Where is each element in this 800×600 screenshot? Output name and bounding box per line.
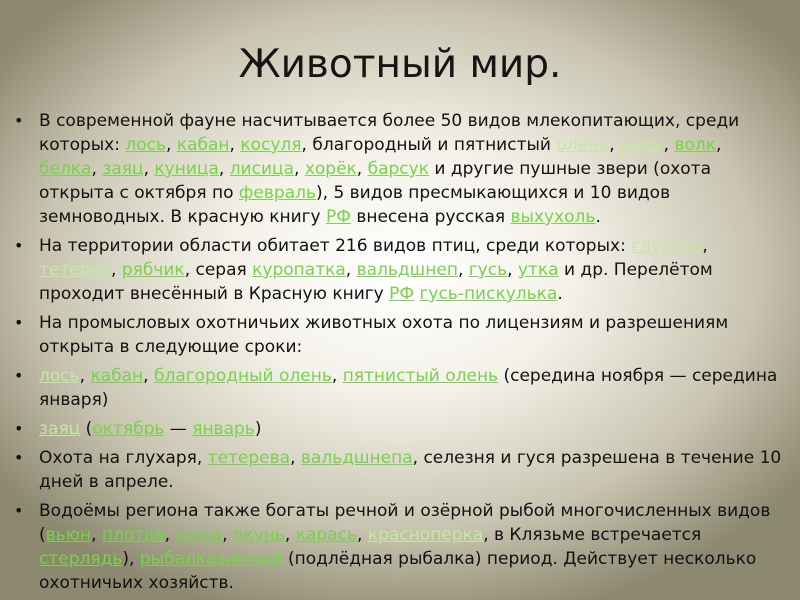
wiki-link[interactable]: вальдшнеп <box>356 260 458 280</box>
wiki-link[interactable]: куница <box>154 159 219 179</box>
text-run: Водоёмы региона также богаты речной и озёрной рыбой многочисленных видов ( <box>39 501 771 545</box>
text-run: ), <box>122 549 140 569</box>
bullet-item <box>14 234 782 306</box>
wiki-link[interactable]: гусь-пискулька <box>419 284 558 304</box>
text-run: , <box>164 525 176 545</box>
text-run: , <box>457 260 469 280</box>
text-run: На территории области обитает 216 видов птиц, среди которых: <box>39 236 632 256</box>
bullet-icon: • <box>14 419 24 438</box>
wiki-link[interactable]: глухарь <box>631 236 703 256</box>
text-run: , <box>229 135 241 155</box>
wiki-link[interactable]: рябчик <box>121 260 185 280</box>
wiki-link[interactable]: январь <box>192 419 255 439</box>
wiki-link[interactable]: карась <box>295 525 357 545</box>
text-run: — <box>164 419 193 439</box>
text-run: , <box>663 135 675 155</box>
wiki-link[interactable]: лисица <box>229 159 294 179</box>
wiki-link[interactable]: утка <box>517 260 559 280</box>
wiki-link[interactable]: кабан <box>176 135 230 155</box>
wiki-link[interactable]: волк <box>674 135 716 155</box>
text-run: , <box>91 159 103 179</box>
wiki-link[interactable]: щука <box>175 525 223 545</box>
wiki-link[interactable]: благородный олень <box>153 366 332 386</box>
wiki-link[interactable]: лось <box>125 135 167 155</box>
wiki-link[interactable]: РФ <box>389 284 415 304</box>
wiki-link[interactable]: хорёк <box>304 159 357 179</box>
wiki-link[interactable]: барсук <box>367 159 429 179</box>
text-run: , селезня и гуся разрешена в течение 10 дней в апреле. <box>39 448 782 492</box>
text-run: (середина ноября — середина января) <box>39 366 778 410</box>
wiki-link[interactable]: рыбалказимний <box>139 549 283 569</box>
bullet-item <box>14 499 782 595</box>
text-run: В современной фауне насчитывается более 50 видов млекопитающих, среди которых: <box>39 111 740 155</box>
text-run: и др. Перелётом проходит внесённый в Красную книгу <box>39 260 713 304</box>
wiki-link[interactable]: красноперка <box>367 525 484 545</box>
wiki-link[interactable]: олень <box>556 135 610 155</box>
text-run: , <box>357 525 368 545</box>
wiki-link[interactable]: заяц <box>102 159 144 179</box>
wiki-link[interactable]: заяц <box>39 419 81 439</box>
wiki-link[interactable]: пятнистый олень <box>342 366 499 386</box>
text-run: , <box>218 159 230 179</box>
text-run: , <box>91 525 102 545</box>
wiki-link[interactable]: белка <box>39 159 92 179</box>
text-run: , <box>507 260 518 280</box>
text-run: Охота на глухаря, <box>39 448 208 468</box>
wiki-link[interactable]: февраль <box>238 183 316 203</box>
text-run: и другие пушные звери (охота открыта с октября по <box>39 159 711 203</box>
text-run: (подлёдная рыбалка) период. Действует несколько охотничьих хозяйств. <box>39 549 757 593</box>
bullet-item <box>14 417 782 441</box>
wiki-link[interactable]: гусь <box>468 260 508 280</box>
wiki-link[interactable]: тетерев <box>39 260 111 280</box>
wiki-link[interactable]: РФ <box>326 207 351 227</box>
text-run: , <box>222 525 234 545</box>
wiki-link[interactable]: выхухоль <box>510 207 596 227</box>
text-run: , <box>143 159 155 179</box>
text-run: . <box>595 207 601 227</box>
bullet-list <box>14 109 782 600</box>
text-run: , <box>166 135 177 155</box>
text-run: ), 5 видов пресмыкающихся и 10 видов земноводных. В красную книгу <box>39 183 671 227</box>
bullet-icon: • <box>14 448 24 467</box>
text-run: , <box>79 366 91 386</box>
text-run: , <box>111 260 122 280</box>
text-run: ( <box>80 419 93 439</box>
bullet-item <box>14 446 782 494</box>
bullet-icon: • <box>14 501 24 520</box>
text-run: , <box>331 366 343 386</box>
text-run: ) <box>254 419 262 439</box>
text-run: внесена русская <box>350 207 511 227</box>
bullet-icon: • <box>14 236 24 255</box>
bullet-item <box>14 311 782 359</box>
text-run: , <box>345 260 357 280</box>
text-run: , в Клязьме встречается <box>483 525 702 545</box>
text-run: , <box>716 135 722 155</box>
wiki-link[interactable]: тетерева <box>207 448 291 468</box>
text-run: На промысловых охотничьих животных охота по лицензиям и разрешениям открыта в следующие сроки: <box>39 313 729 357</box>
wiki-link[interactable]: рысь <box>620 135 664 155</box>
bullet-icon: • <box>14 366 24 385</box>
text-run: , <box>702 236 708 256</box>
text-run: , <box>290 448 301 468</box>
page-title: Животный мир. <box>238 42 562 87</box>
text-run: , <box>609 135 621 155</box>
wiki-link[interactable]: октябрь <box>92 419 165 439</box>
wiki-link[interactable]: вальдшнепа <box>300 448 413 468</box>
wiki-link[interactable]: окунь <box>233 525 285 545</box>
text-run: . <box>557 284 563 304</box>
text-run: , <box>294 159 305 179</box>
bullet-icon: • <box>14 313 24 332</box>
wiki-link[interactable]: куропатка <box>252 260 346 280</box>
wiki-link[interactable]: лось <box>39 366 80 386</box>
bullet-item <box>14 109 782 229</box>
wiki-link[interactable]: стерлядь <box>39 549 123 569</box>
text-run: , <box>284 525 296 545</box>
bullet-item <box>14 364 782 412</box>
wiki-link[interactable]: вьюн <box>45 525 92 545</box>
text-run: , серая <box>184 260 253 280</box>
bullet-icon: • <box>14 111 24 130</box>
text-run: , <box>143 366 154 386</box>
text-run: , <box>356 159 368 179</box>
wiki-link[interactable]: кабан <box>90 366 144 386</box>
text-run: , благородный и пятнистый <box>301 135 557 155</box>
wiki-link[interactable]: косуля <box>240 135 302 155</box>
wiki-link[interactable]: плотва <box>101 525 165 545</box>
